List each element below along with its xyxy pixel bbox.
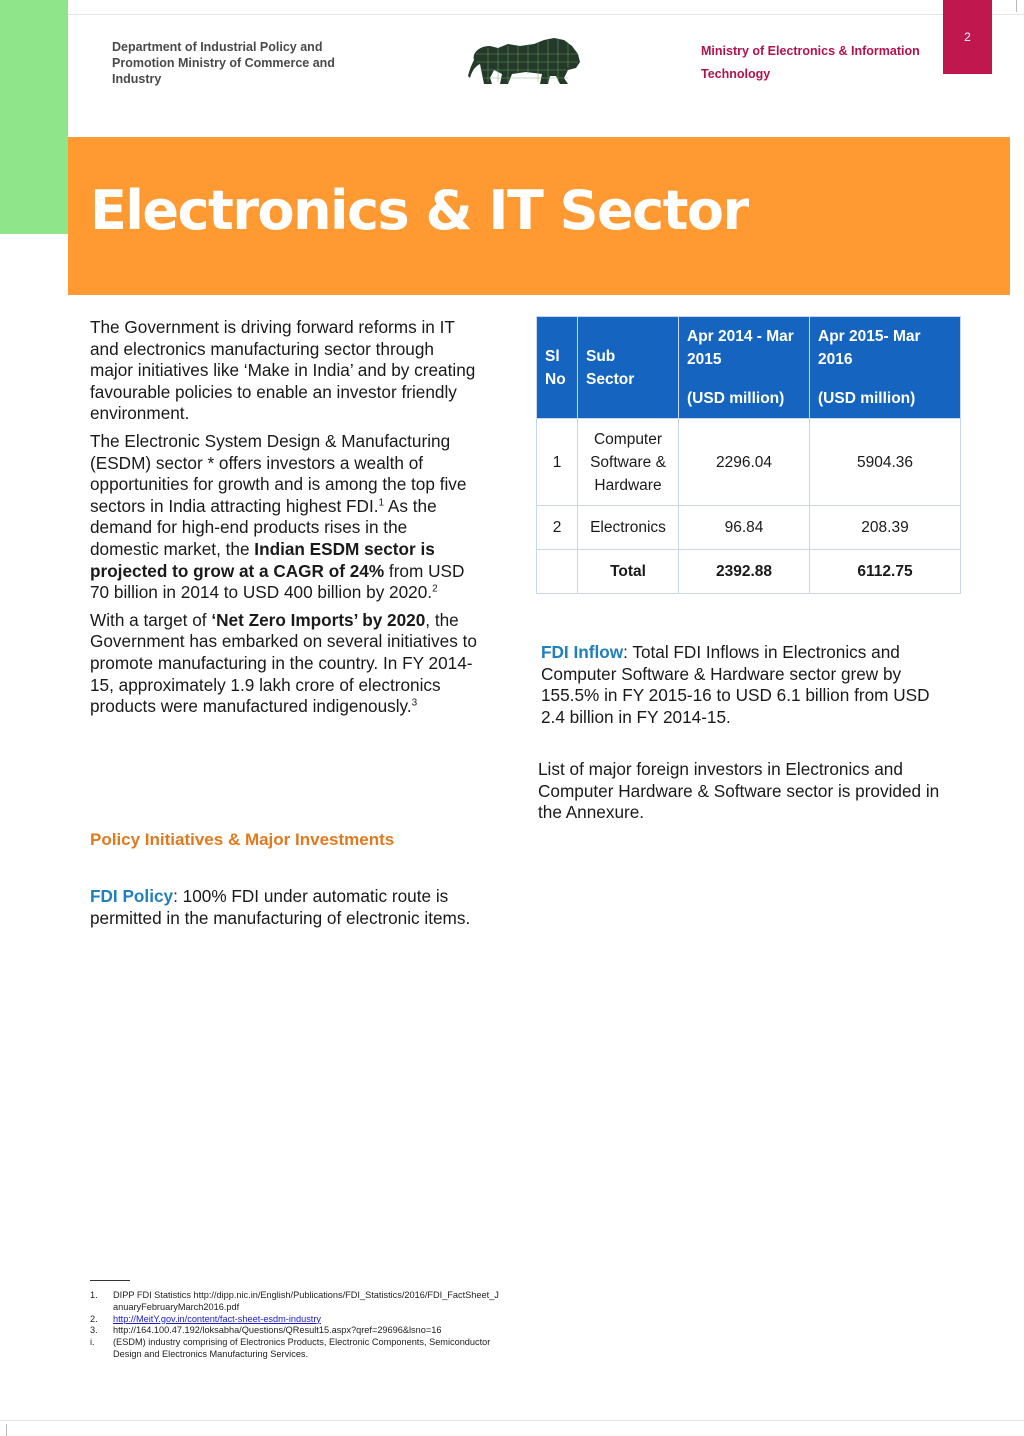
cell-total-fy1: 2392.88 <box>679 550 810 594</box>
sector-line-1: Computer <box>593 430 663 448</box>
footnotes <box>90 1290 500 1361</box>
ministry-name <box>701 40 941 86</box>
top-divider <box>68 14 1024 15</box>
footnote-number: 2. <box>90 1313 98 1324</box>
esdm-text-c: from USD 70 billion in 2014 to USD 400 billion by 2020. <box>90 560 465 603</box>
fdi-policy-paragraph <box>90 886 478 929</box>
header-sub-line1: Sub <box>586 347 616 365</box>
fdi-table <box>536 316 961 594</box>
net-zero-text-a: With a target of <box>90 609 212 630</box>
header-sub-sector <box>578 317 679 419</box>
page-title: Electronics & IT Sector <box>90 179 748 242</box>
esdm-text-b: As the demand for high-end products rises in the domestic market, the <box>90 495 437 559</box>
header-fy2-unit: (USD million) <box>818 390 916 407</box>
footnote-ref-2: 2 <box>432 583 438 595</box>
corner-tick-right <box>1016 0 1017 12</box>
footnote-number: i. <box>90 1337 95 1348</box>
footnote-ref-1: 1 <box>378 497 385 509</box>
ministry-line-2: Technology <box>701 67 771 81</box>
esdm-text-a: The Electronic System Design & Manufacturing (ESDM) sector * offers investors a wealth of opportunities for growth and is among the top five sectors in India attracting highest FDI. <box>90 430 467 516</box>
footnote-ref-3: 3 <box>411 697 418 709</box>
header-fy2-period: Apr 2015- Mar 2016 <box>818 328 921 368</box>
green-accent-bar <box>0 0 68 234</box>
bottom-divider <box>0 1420 1024 1421</box>
header-fy-2015-16 <box>810 317 961 419</box>
footnote-item <box>90 1337 500 1361</box>
left-column <box>90 317 478 724</box>
footnote-item <box>90 1325 500 1337</box>
net-zero-highlight: ‘Net Zero Imports’ by 2020 <box>211 609 426 630</box>
footnote-item <box>90 1314 500 1326</box>
fdi-policy-label: FDI Policy <box>90 886 174 906</box>
ministry-line-1: Ministry of Electronics & Information <box>701 44 920 58</box>
cell-sector: Electronics <box>578 506 679 550</box>
header-sl-no <box>537 317 578 419</box>
cell-sector <box>578 419 679 506</box>
esdm-paragraph <box>90 431 478 604</box>
cell-sl: 1 <box>537 419 578 506</box>
cell-total-label: Total <box>578 550 679 594</box>
intro-paragraph: The Government is driving forward reforms in IT and electronics manufacturing sector through major initiatives like ‘Make in India’ and by creating favourable policies to enable an investor friendly environment. <box>90 317 476 424</box>
cell-sl-empty <box>537 550 578 594</box>
header-fy1-period: Apr 2014 - Mar 2015 <box>687 328 794 368</box>
net-zero-paragraph <box>90 610 478 718</box>
header-fy1-unit: (USD million) <box>687 390 785 407</box>
page-number-badge: 2 <box>943 0 992 74</box>
table-row <box>537 506 961 550</box>
fdi-inflow-paragraph <box>541 642 941 728</box>
fdi-inflow-text: : Total FDI Inflows in Electronics and Computer Software & Hardware sector grew by 155.5% in FY 2015-16 to USD 6.1 billion from USD 2.4 billion in FY 2014-15. <box>541 642 930 727</box>
header-sl-line2: No <box>545 370 566 388</box>
footnote-item <box>90 1290 500 1314</box>
total-row <box>537 550 961 594</box>
sector-line-2: Software & <box>590 453 666 471</box>
sector-line-3: Hardware <box>594 476 662 494</box>
esdm-highlight: Indian ESDM sector is projected to grow at a CAGR of 24% <box>90 538 435 581</box>
footnote-separator <box>90 1280 130 1281</box>
corner-tick-left <box>6 1424 7 1436</box>
footnote-number: 3. <box>90 1325 98 1336</box>
header-fy-2014-15 <box>679 317 810 419</box>
fdi-inflow-label: FDI Inflow <box>541 642 624 662</box>
cell-fy2: 208.39 <box>810 506 961 550</box>
footnote-text: DIPP FDI Statistics http://dipp.nic.in/English/Publications/FDI_Statistics/2016/FDI_FactSheet_JanuaryFebruaryMarch2016.pdf <box>113 1290 499 1312</box>
footnote-link[interactable]: http://MeitY.gov.in/content/fact-sheet-esdm-industry <box>113 1313 322 1324</box>
header-sl-line1: Sl <box>545 347 560 365</box>
cell-total-fy2: 6112.75 <box>810 550 961 594</box>
section-heading: Policy Initiatives & Major Investments <box>90 830 395 849</box>
table-row <box>537 419 961 506</box>
cell-sl: 2 <box>537 506 578 550</box>
net-zero-text-b: , the Government has embarked on several initiatives to promote manufacturing in the country. In FY 2014-15, approximately 1.9 lakh crore of electronics products were manufactured indigenously. <box>90 609 477 717</box>
cell-fy1: 2296.04 <box>679 419 810 506</box>
cell-fy2: 5904.36 <box>810 419 961 506</box>
department-name: Department of Industrial Policy and Promotion Ministry of Commerce and Industry <box>112 40 335 86</box>
footnote-text: (ESDM) industry comprising of Electronics Products, Electronic Components, Semiconductor Design and Electronics Manufacturing Services. <box>113 1337 491 1359</box>
fdi-policy-text: : 100% FDI under automatic route is permitted in the manufacturing of electronic items. <box>90 886 471 928</box>
investors-paragraph: List of major foreign investors in Electronics and Computer Hardware & Software sector is provided in the Annexure. <box>538 759 940 823</box>
title-banner <box>68 137 1010 295</box>
footnote-number: 1. <box>90 1290 98 1300</box>
header-sub-line2: Sector <box>586 370 635 388</box>
cell-fy1: 96.84 <box>679 506 810 550</box>
footnote-text: http://164.100.47.192/loksabha/Questions/QResult15.aspx?qref=29696&lsno=16 <box>113 1325 442 1336</box>
make-in-india-lion-logo <box>468 34 584 88</box>
